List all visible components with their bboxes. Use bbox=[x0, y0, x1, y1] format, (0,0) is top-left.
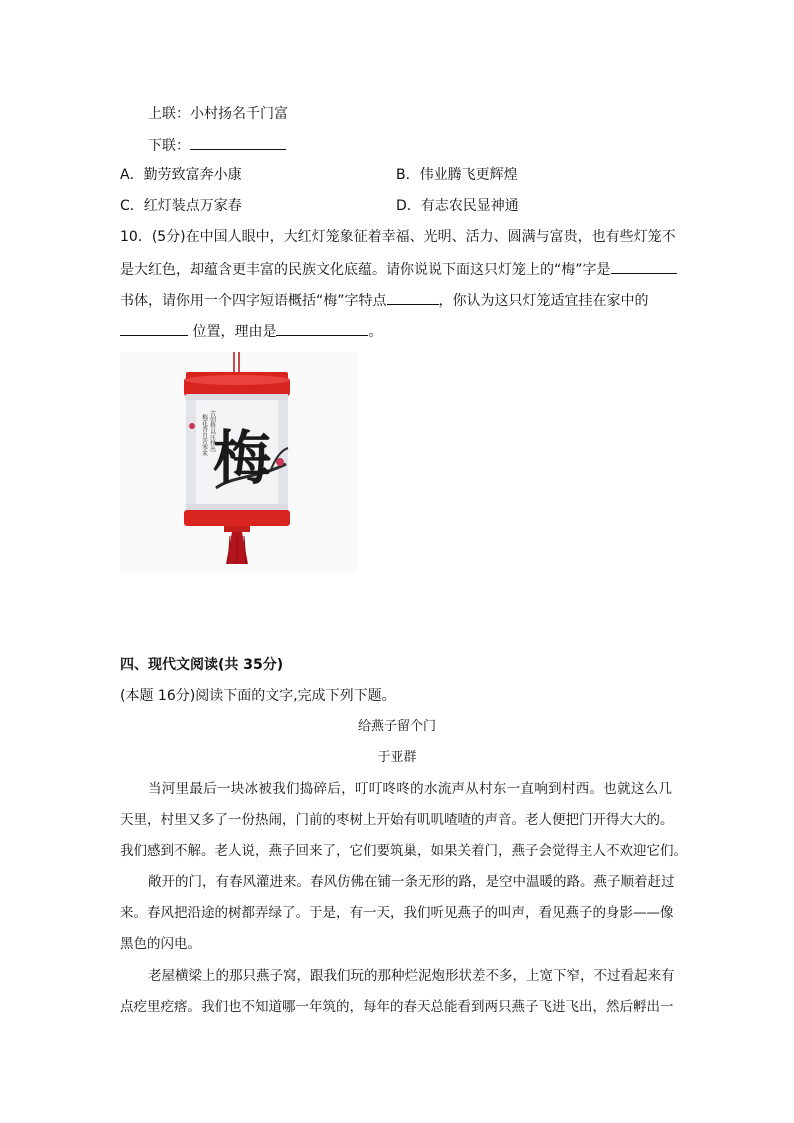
q10-line3-text-b: ，你认为这只灯笼适宜挂在家中的 bbox=[438, 293, 649, 309]
q10-line2-text: 是大红色，却蕴含更丰富的民族文化底蕴。请你说说下面这只灯笼上的“梅”字是 bbox=[120, 262, 611, 278]
lantern-top-band bbox=[186, 394, 288, 400]
q10-line4 bbox=[120, 320, 382, 342]
article-author: 于亚群 bbox=[377, 750, 417, 765]
couplet-lower bbox=[148, 134, 286, 156]
plum-blossom-small bbox=[189, 423, 195, 429]
option-c[interactable]: C．红灯装点万家春 bbox=[120, 198, 242, 214]
option-d[interactable]: D．有志农民显神通 bbox=[396, 198, 519, 214]
section-instruction: (本题 16分)阅读下面的文字,完成下列下题。 bbox=[120, 688, 396, 704]
q10-blank-reason[interactable] bbox=[276, 320, 368, 336]
article-line-6: 黑色的闪电。 bbox=[120, 936, 201, 952]
q10-line3-text-a: 书体，请你用一个四字短语概括“梅”字特点 bbox=[120, 293, 387, 309]
couplet-lower-label: 下联： bbox=[148, 138, 190, 154]
lantern-bottom-knob bbox=[224, 526, 250, 532]
lantern-inscription-col1: 古创格以庄样出 bbox=[208, 410, 216, 452]
option-b[interactable]: B．伟业腾飞更辉煌 bbox=[396, 167, 518, 183]
couplet-upper: 上联：小村扬名千门富 bbox=[148, 106, 288, 122]
lantern-body-shade-left bbox=[186, 400, 196, 504]
article-line-5: 来。春风把沿途的树都弄绿了。于是，有一天，我们听见燕子的叫声，看见燕子的身影——像 bbox=[120, 905, 674, 921]
plum-blossom bbox=[276, 458, 284, 466]
article-line-1: 当河里最后一块冰被我们捣碎后，叮叮咚咚的水流声从村东一直响到村西。也就这么几 bbox=[148, 781, 672, 797]
q10-line3 bbox=[120, 289, 649, 311]
lantern-top-highlight bbox=[184, 375, 290, 385]
couplet-lower-blank[interactable] bbox=[190, 134, 286, 150]
option-a[interactable]: A．勤劳致富奔小康 bbox=[120, 167, 242, 183]
article-line-3: 我们感到不解。老人说，燕子回来了，它们要筑巢，如果关着门，燕子会觉得主人不欢迎它们。 bbox=[120, 843, 687, 859]
lantern-inscription-col2: 梅花香自苦寒来 bbox=[200, 414, 208, 456]
section-title: 四、现代文阅读(共 35分) bbox=[120, 657, 284, 673]
article-line-8: 点疙里疙瘩。我们也不知道哪一年筑的，每年的春天总能看到两只燕子飞进飞出，然后孵出一 bbox=[120, 999, 674, 1015]
lantern-plum-character: 梅 bbox=[212, 424, 272, 492]
lantern-bottom-band bbox=[186, 504, 288, 510]
article-line-2: 天里，村里又多了一份热闹，门前的枣树上开始有叽叽喳喳的声音。老人便把门开得大大的。 bbox=[120, 812, 674, 828]
article-line-4: 敞开的门，有春风灌进来。春风仿佛在铺一条无形的路，是空中温暖的路。燕子顺着赶过 bbox=[148, 874, 675, 890]
q10-line1: 10．(5分)在中国人眼中，大红灯笼象征着幸福、光明、活力、圆满与富贵，也有些灯笼不 bbox=[120, 229, 676, 245]
q10-blank-script[interactable] bbox=[611, 258, 677, 274]
article-line-7: 老屋横梁上的那只燕子窝，跟我们玩的那种烂泥炮形状差不多，上宽下窄，不过看起来有 bbox=[148, 968, 675, 984]
q10-line4-text-b: 。 bbox=[368, 324, 383, 340]
q10-line4-text-a: 位置，理由是 bbox=[188, 324, 277, 340]
q10-line2 bbox=[120, 258, 677, 280]
q10-blank-feature[interactable] bbox=[387, 289, 439, 305]
article-title: 给燕子留个门 bbox=[357, 719, 436, 734]
lantern-bottom-cap bbox=[184, 510, 290, 526]
q10-blank-position[interactable] bbox=[120, 320, 188, 336]
plum-lantern-image bbox=[120, 352, 358, 572]
